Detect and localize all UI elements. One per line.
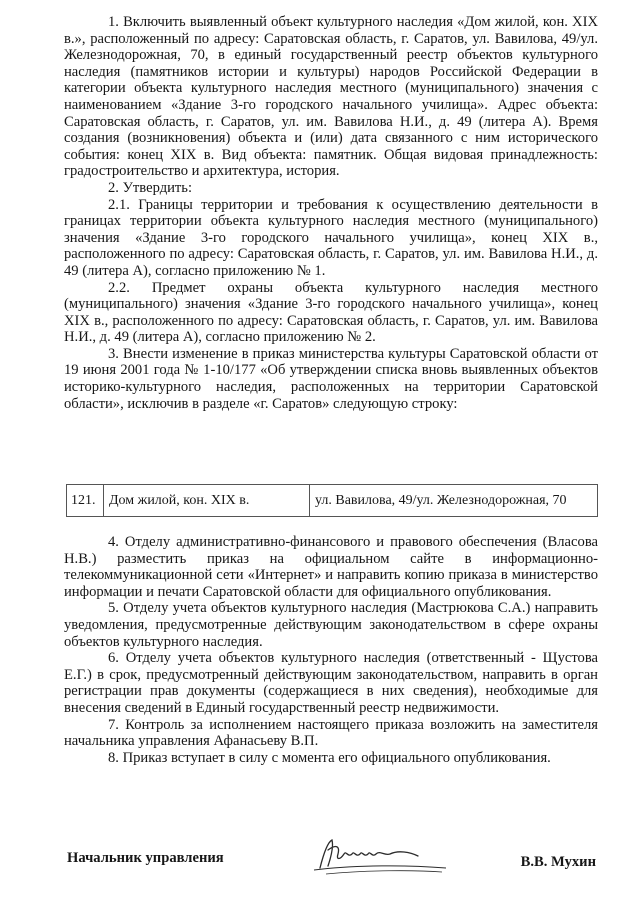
paragraph-2-2: 2.2. Предмет охраны объекта культурного наследия местного (муниципального) значения «Здание 3-го городского начального училища», конец XIX в., расположенного по адресу: Саратовская область, г. Саратов, ул. им. Вавилова Н.И., д. 49 (литера А), согласно приложению № 2. (64, 279, 598, 346)
excluded-table-row (66, 484, 598, 517)
paragraph-4: 4. Отделу административно-финансового и правового обеспечения (Власова Н.В.) разместить приказ на официальном сайте в информационно-телекоммуникационной сети «Интернет» и направить копию приказа в министерство информации и печати Саратовской области для официального опубликования. (64, 534, 598, 600)
paragraph-3: 3. Внести изменение в приказ министерства культуры Саратовской области от 19 июня 2001 года № 1-10/177 «Об утверждении списка вновь выявленных объектов историко-культурного наследия, расположенных на территории Саратовской области», исключив в разделе «г. Саратов» следующую строку: (64, 345, 598, 412)
paragraph-1: 1. Включить выявленный объект культурного наследия «Дом жилой, кон. XIX в.», расположенный по адресу: Саратовская область, г. Саратов, ул. Вавилова, 49/ул. Железнодорожная, 70, в единый государственный реестр объектов культурного наследия (памятников истории и культуры) народов Российской Федерации в категории объекта культурного наследия местного (муниципального) значения с наименованием «Здание 3-го городского начального училища». Адрес объекта: Саратовская область, г. Саратов, ул. им. Вавилова Н.И., д. 49 (литера А). Время создания (возникновения) объекта и (или) дата связанного с ним исторического события: конец XIX в. Вид объекта: памятник. Общая видовая принадлежность: градостроительство и архитектура, история. (64, 14, 598, 180)
document-body-top (64, 14, 598, 412)
document-body-bottom (64, 534, 598, 766)
paragraph-8: 8. Приказ вступает в силу с момента его официального опубликования. (108, 749, 551, 766)
paragraph-6: 6. Отделу учета объектов культурного наследия (ответственный - Щустова Е.Г.) в срок, предусмотренный действующим законодательством, направить в орган регистрации прав документы (содержащиеся в них сведения), необходимые для внесения сведений в Единый государственный реестр недвижимости. (64, 650, 598, 716)
paragraph-2-1: 2.1. Границы территории и требования к осуществлению деятельности в границах территории объекта культурного наследия местного (муниципального) значения «Здание 3-го городского начального училища», конец XIX в., расположенного по адресу: Саратовская область, г. Саратов, ул. им. Вавилова Н.И., д. 49 (литера А), согласно приложению № 1. (64, 196, 598, 279)
handwritten-signature (306, 830, 456, 880)
paragraph-5: 5. Отделу учета объектов культурного наследия (Мастрюкова С.А.) направить уведомления, предусмотренные действующим законодательством в сфере охраны объектов культурного наследия. (64, 600, 598, 650)
row-number-cell: 121. (67, 485, 104, 516)
row-address-cell: ул. Вавилова, 49/ул. Железнодорожная, 70 (315, 493, 567, 508)
paragraph-2: 2. Утвердить: (108, 179, 193, 196)
signer-title: Начальник управления (67, 850, 224, 866)
signer-name: В.В. Мухин (520, 854, 596, 870)
row-name-cell: Дом жилой, кон. XIX в. (104, 485, 310, 516)
paragraph-7: 7. Контроль за исполнением настоящего приказа возложить на заместителя начальника управления Афанасьеву В.П. (64, 716, 598, 750)
